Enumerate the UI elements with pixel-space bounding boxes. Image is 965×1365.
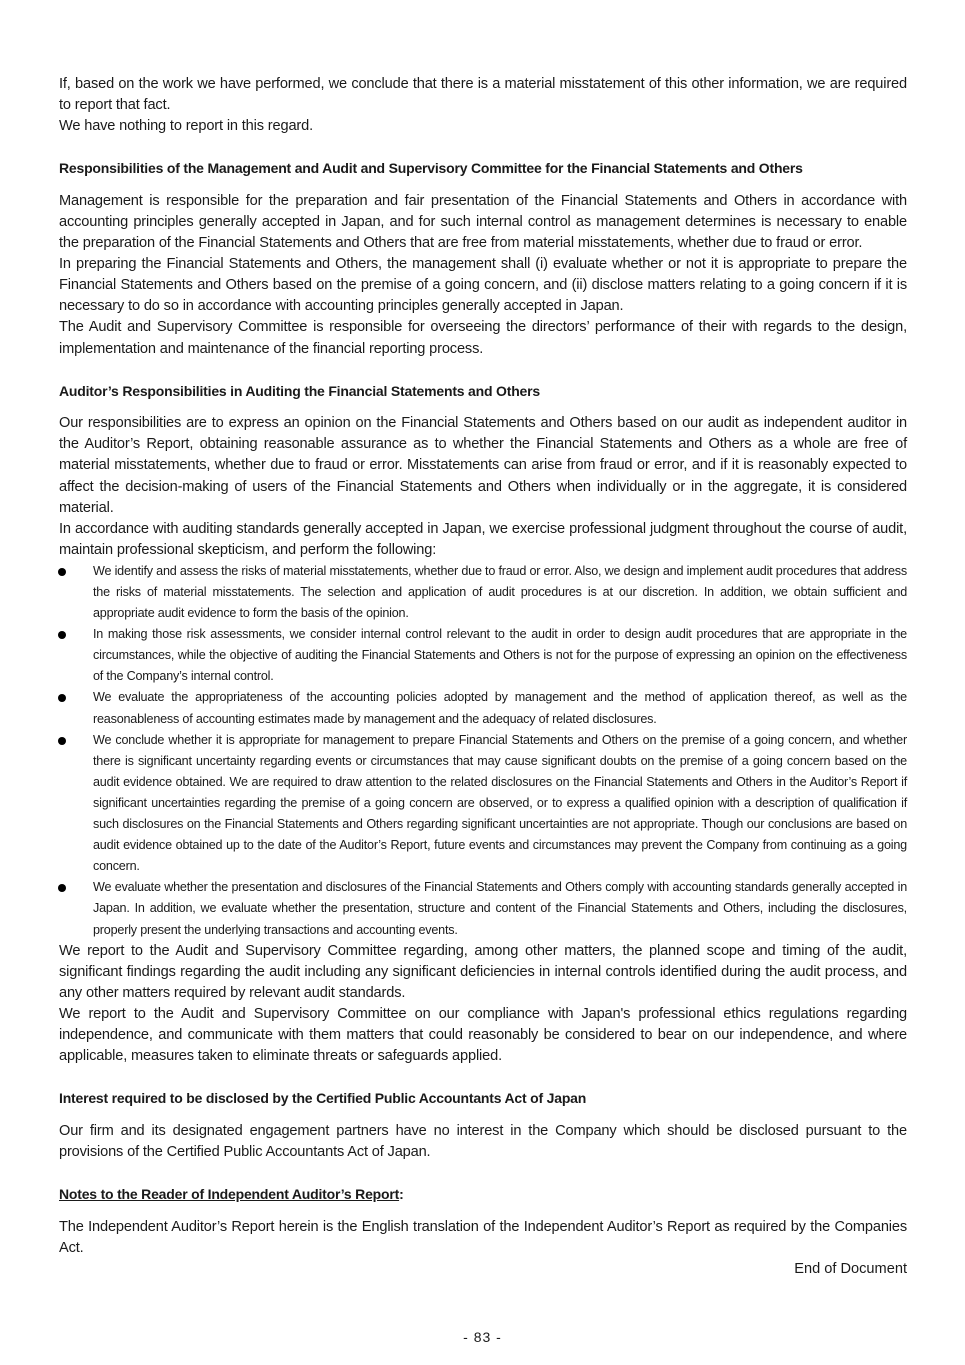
notes-heading-suffix: : (399, 1185, 404, 1202)
list-item-text: We conclude whether it is appropriate for management to prepare Financial Statements and Others on the premise of a going concern, and whether there is significant uncertainty regarding events or circumstances that may cause significant doubts on the premise of a going concern based on the audit evidence obtained. We are required to draw attention to the related disclosures on the Financial Statements and Others in the Auditor’s Report if significant uncertainties regarding the premise of a going concern are observed, or to express a qualified opinion with a description of qualification if such disclosures on the Financial Statements and Others regarding significant uncertainties are not appropriate. Though our conclusions are based on audit evidence obtained up to the date of the Auditor’s Report, future events and circumstances may prevent the Company from continuing as a going concern. (93, 732, 907, 874)
paragraph: Our firm and its designated engagement partners have no interest in the Company which should be disclosed pursuant to the provisions of the Certified Public Accountants Act of Japan. (59, 1122, 907, 1160)
paragraph: In preparing the Financial Statements and Others, the management shall (i) evaluate whether or not it is appropriate to prepare the Financial Statements and Others based on the premise of a going concern, and (ii) disclose matters relating to a going concern if it is necessary to do so in accordance with accounting principles generally accepted in Japan. (59, 256, 907, 315)
bullet-icon (58, 631, 66, 639)
bullet-icon (58, 694, 66, 702)
interest-disclosure-section (59, 1088, 907, 1163)
paragraph: In accordance with auditing standards generally accepted in Japan, we exercise professional judgment throughout the course of audit, maintain professional skepticism, and perform the following: (59, 520, 907, 558)
list-item (59, 877, 907, 940)
list-item-text: In making those risk assessments, we consider internal control relevant to the audit in order to design audit procedures that are appropriate in the circumstances, while the objective of auditing the Financial Statements and Others is not for the purpose of expressing an opinion on the effectiveness of the Company’s internal control. (93, 627, 907, 684)
notes-section (59, 1184, 907, 1280)
paragraph: If, based on the work we have performed, we conclude that there is a material misstatement of this other information, we are required to report that fact. (59, 76, 907, 114)
section-heading: Interest required to be disclosed by the Certified Public Accountants Act of Japan (59, 1090, 587, 1107)
paragraph: The Independent Auditor’s Report herein is the English translation of the Independent Auditor’s Report as required by the Companies Act. (59, 1218, 907, 1256)
list-item (59, 687, 907, 729)
auditor-responsibilities-section (59, 381, 907, 1068)
paragraph: We report to the Audit and Supervisory Committee on our compliance with Japan's professional ethics regulations regarding independence, and communicate with them matters that could reasonably be considered to bear on our independence, and where applicable, measures taken to eliminate threats or safeguards applied. (59, 1005, 907, 1065)
list-item-text: We evaluate whether the presentation and disclosures of the Financial Statements and Others comply with accounting standards generally accepted in Japan. In addition, we evaluate whether the presentation, structure and content of the Financial Statements and Others, including the disclosures, properly present the underlying transactions and accounting events. (93, 880, 907, 937)
end-of-document-label: End of Document (794, 1260, 907, 1277)
section-heading: Responsibilities of the Management and Audit and Supervisory Committee for the Financial Statements and Others (59, 160, 803, 177)
bullet-list (59, 561, 907, 941)
list-item-text: We evaluate the appropriateness of the accounting policies adopted by management and the method of application thereof, as well as the reasonableness of accounting estimates made by management and the adequacy of related disclosures. (93, 690, 907, 726)
paragraph: We have nothing to report in this regard. (59, 118, 313, 135)
bullet-icon (58, 737, 66, 745)
bullet-icon (58, 884, 66, 892)
section-heading (59, 1184, 907, 1205)
list-item-text: We identify and assess the risks of material misstatements, whether due to fraud or error. Also, we design and implement audit procedures that address the risks of material misstatements. The selection and application of audit procedures is at our discretion. In addition, we obtain sufficient and appropriate audit evidence to form the basis of the opinion. (93, 563, 907, 621)
page-number: - 83 - (463, 1329, 502, 1345)
list-item (59, 561, 907, 624)
document-page (59, 74, 907, 1280)
management-responsibilities-section (59, 158, 907, 359)
intro-section (59, 74, 907, 137)
paragraph: Management is responsible for the preparation and fair presentation of the Financial Statements and Others in accordance with accounting principles generally accepted in Japan, and for such internal control as management determines is necessary to enable the preparation of the Financial Statements and Others that are free from material misstatements, whether due to fraud or error. (59, 192, 907, 252)
paragraph: The Audit and Supervisory Committee is responsible for overseeing the directors’ performance of their with regards to the design, implementation and maintenance of the financial reporting process. (59, 319, 907, 357)
paragraph: We report to the Audit and Supervisory Committee regarding, among other matters, the planned scope and timing of the audit, significant findings regarding the audit including any significant deficiencies in internal controls identified during the audit process, and any other matters required by relevant audit standards. (59, 942, 907, 1001)
paragraph: Our responsibilities are to express an opinion on the Financial Statements and Others based on our audit as independent auditor in the Auditor’s Report, obtaining reasonable assurance as to whether the Financial Statements and Others as a whole are free of material misstatements, whether due to fraud or error. Misstatements can arise from fraud or error, and if it is reasonably expected to affect the decision-making of users of the Financial Statements and Others when individually or in the aggregate, it is considered material. (59, 415, 907, 516)
section-heading: Auditor’s Responsibilities in Auditing the Financial Statements and Others (59, 382, 540, 399)
notes-heading-text: Notes to the Reader of Independent Auditor’s Report (59, 1185, 400, 1202)
list-item (59, 730, 907, 878)
bullet-icon (58, 568, 66, 576)
list-item (59, 624, 907, 687)
